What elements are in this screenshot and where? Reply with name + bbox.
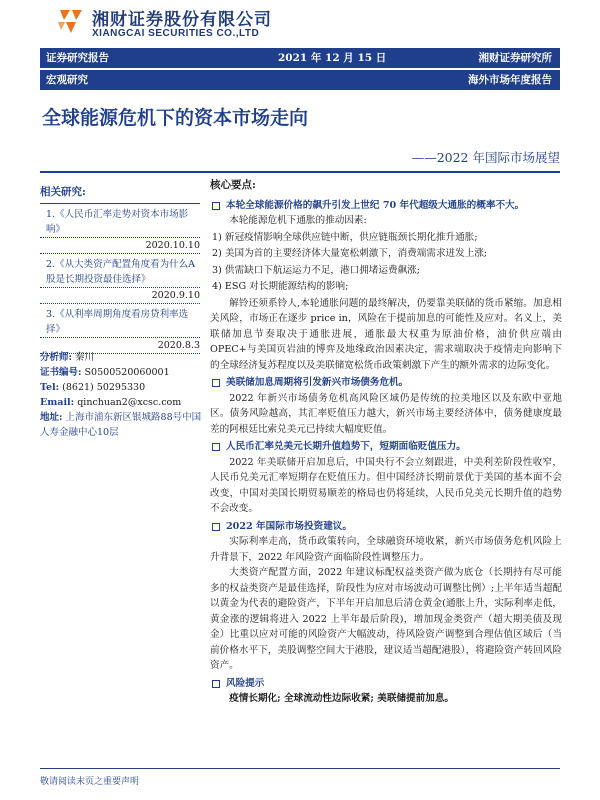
risk-text: 疫情长期化; 全球流动性边际收紧; 美联储提前加息。 — [229, 693, 455, 704]
key-points-heading: 核心要点: — [210, 179, 256, 191]
analyst-info: 分析师: 秦川 证书编号: S0500520060001 Tel: (8621) 50295330 Email: qinchuan2@xcsc.com 地址: 上海市浦东新区银城路88号中国人寿金融中心10层 — [40, 352, 202, 438]
title-divider — [40, 171, 560, 173]
related-item[interactable]: 1.《人民币汇率走势对资本市场影响》 2020.10.10 — [40, 207, 200, 254]
related-item[interactable]: 2.《从大类资产配置角度看为什么A股是长期投资最佳选择》 2020.9.10 — [40, 257, 200, 304]
list-item: 4) ESG 对长期能源结构的影响; — [212, 281, 349, 292]
highlight-2: 美联储加息周期将引发新兴市场债务危机。 — [210, 375, 562, 391]
footer-divider — [40, 768, 560, 769]
header-band-bottom — [40, 70, 560, 90]
bullet-box-icon — [212, 202, 220, 210]
paragraph: 本轮能源危机下通胀的推动因素: — [229, 215, 367, 226]
analyst-address: 上海市浦东新区银城路88号中国人寿金融中心10层 — [40, 412, 202, 438]
report-subtitle: ——2022 年国际市场展望 — [411, 150, 560, 165]
company-logo-icon — [56, 6, 86, 36]
key-points — [210, 178, 562, 707]
related-item[interactable]: 3.《从利率周期角度看房贷利率选择》 2020.8.3 — [40, 307, 200, 354]
related-research-heading: 相关研究: — [40, 184, 200, 204]
paragraph: 大类资产配置方面，2022 年建议标配权益类资产做为底仓（长期持有尽可能多的权益类资产是最佳选择，阶段性为应对市场波动可调整比例）;上半年适当超配以黄金为代表的避险资产，下半年开启加息后清仓黄金(通胀上升，实际利率走低，黄金涨的逻辑将进入 2022 上半年最后阶段)，增加现金类资产（超大期美债及现金）比重以应对可能的风险资产大幅波动，待风险资产调整到合理估值区域后（当前价格水平下，美股调整空间大于港股，建议适当超配港股），将避险资产转回风险资产。 — [210, 567, 562, 671]
report-category: 宏观研究 — [46, 74, 88, 86]
list-item: 1) 新冠疫情影响全球供应链中断，供应链瓶颈长期化推升通胀; — [212, 231, 478, 243]
paragraph: 2022 年新兴市场债务危机高风险区域仍是传统的拉美地区以及东欧中亚地区。债务风险越高，其汇率贬值压力越大，新兴市场主要经济体中，债务健康度最差的阿根廷比索兑美元已持续大幅度贬值。 — [210, 392, 562, 435]
analyst-name: 秦川 — [75, 352, 95, 363]
bullet-box-icon — [212, 443, 220, 451]
analyst-email[interactable]: qinchuan2@xcsc.com — [77, 397, 182, 408]
report-subcategory: 海外市场年度报告 — [468, 74, 552, 86]
bullet-box-icon — [212, 379, 220, 387]
highlight-5: 风险提示 — [210, 676, 562, 692]
bullet-box-icon — [212, 523, 220, 531]
analyst-cert: S0500520060001 — [84, 367, 170, 378]
paragraph: 实际利率走高，货币政策转向，全球融资环境收紧，新兴市场债务危机风险上升背景下，2022 年风险资产面临阶段性调整压力。 — [210, 536, 562, 563]
highlight-1: 本轮全球能源价格的飙升引发上世纪 70 年代超级大通胀的概率不大。 — [210, 198, 562, 214]
report-date: 2021 年 12 月 15 日 — [278, 52, 387, 64]
company-name-en: XIANGCAI SECURITIES CO.,LTD — [92, 28, 260, 39]
list-item: 3) 供需缺口下航运运力不足，港口拥堵运费飙涨; — [212, 264, 421, 276]
related-research — [40, 184, 200, 354]
institute-name: 湘财证券研究所 — [478, 52, 552, 64]
paragraph: 2022 年美联储开启加息后，中国央行不会立刻跟进，中美利差阶段性收窄，人民币兑美元汇率短期存在贬值压力。但中国经济长期前景优于美国的基本面不会改变，中国对美国长期贸易顺差的格局也仍将延续，人民币兑美元长期升值的趋势不会改变。 — [210, 456, 562, 514]
header-band-top — [40, 48, 560, 68]
highlight-4: 2022 年国际市场投资建议。 — [210, 519, 562, 535]
paragraph: 解铃还须系铃人,本轮通胀问题的最终解决，仍要靠美联储的货币紧缩。加息相关风险，市场正在逐步 price in，风险在于提前加息的可能性及应对。名义上，美联储加息节奏取决于通胀进展，通胀最大权重为原油价格，油价供应端由OPEC+与美国页岩油的博弈及地缘政治因素决定，需求端取决于疫情走向影响下的全球经济复苏程度以及美联储宽松货币政策刺激下产生的额外需求的边际变化。 — [210, 297, 562, 371]
company-name-cn: 湘财证券股份有限公司 — [92, 10, 272, 30]
report-title: 全球能源危机下的资本市场走向 — [42, 107, 309, 129]
highlight-3: 人民币汇率兑美元长期升值趋势下，短期面临贬值压力。 — [210, 439, 562, 455]
bullet-box-icon — [212, 680, 220, 688]
list-item: 2) 美国为首的主要经济体大量宽松刺激下，消费端需求迸发上涨; — [212, 248, 488, 259]
footer-disclaimer: 敬请阅读末页之重要声明 — [40, 777, 140, 787]
analyst-tel: (8621) 50295330 — [62, 382, 146, 393]
report-type: 证券研究报告 — [46, 52, 109, 64]
